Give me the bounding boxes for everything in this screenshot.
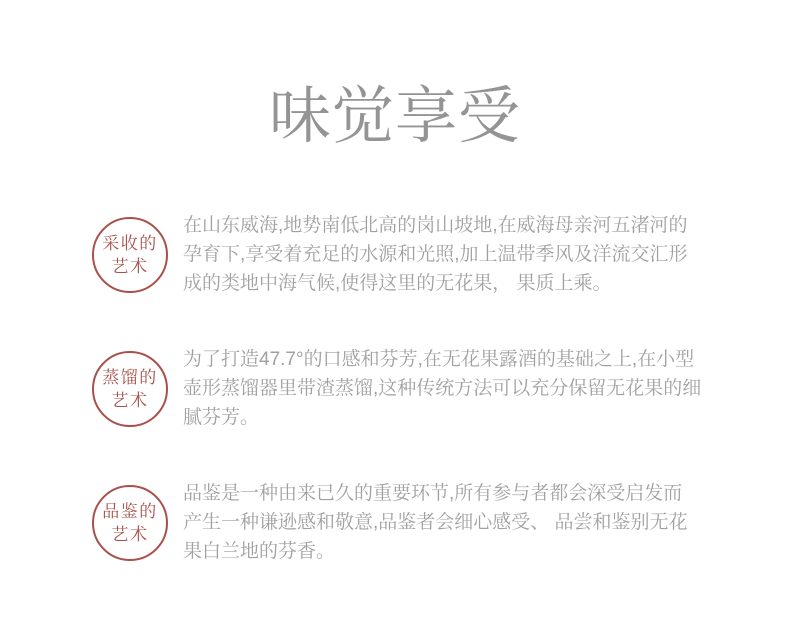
paragraph-line: 产生一种谦逊感和敬意,品鉴者会细心感受、 品尝和鉴别无花 [183,512,688,534]
badge-label-line2: 艺术 [111,524,149,544]
paragraph-line: 为了打造47.7°的口感和芬芳,在无花果露酒的基础之上,在小型 [183,349,695,371]
tasting-circle-badge [92,485,168,561]
paragraph-line: 孕育下,享受着充足的水源和光照,加上温带季风及洋流交汇形 [183,244,688,266]
paragraph-line: 在山东威海,地势南低北高的岗山坡地,在威海母亲河五渚河的 [183,215,688,237]
badge-label-line2: 艺术 [111,390,149,410]
distillation-paragraph [183,345,701,432]
section-harvest [0,211,790,298]
section-tasting [0,479,790,566]
paragraph-line: 成的类地中海气候,使得这里的无花果， 果质上乘。 [183,273,612,295]
badge-label-line2: 艺术 [111,256,149,276]
badge-label-line1: 采收的 [102,233,158,253]
paragraph-line: 品鉴是一种由来已久的重要环节,所有参与者都会深受启发而 [183,483,683,505]
page-title: 味觉享受 [268,79,521,152]
section-distillation [0,345,790,432]
sections-container [0,211,790,566]
harvest-paragraph [183,211,688,298]
badge-label-line1: 品鉴的 [102,501,158,521]
paragraph-line: 腻芬芳。 [183,407,260,429]
paragraph-line: 壶形蒸馏器里带渣蒸馏,这种传统方法可以充分保留无花果的细 [183,378,702,400]
tasting-paragraph [183,479,688,566]
harvest-circle-badge [92,217,168,293]
distillation-circle-badge [92,351,168,427]
paragraph-line: 果白兰地的芬香。 [183,541,336,563]
badge-label-line1: 蒸馏的 [102,367,158,387]
